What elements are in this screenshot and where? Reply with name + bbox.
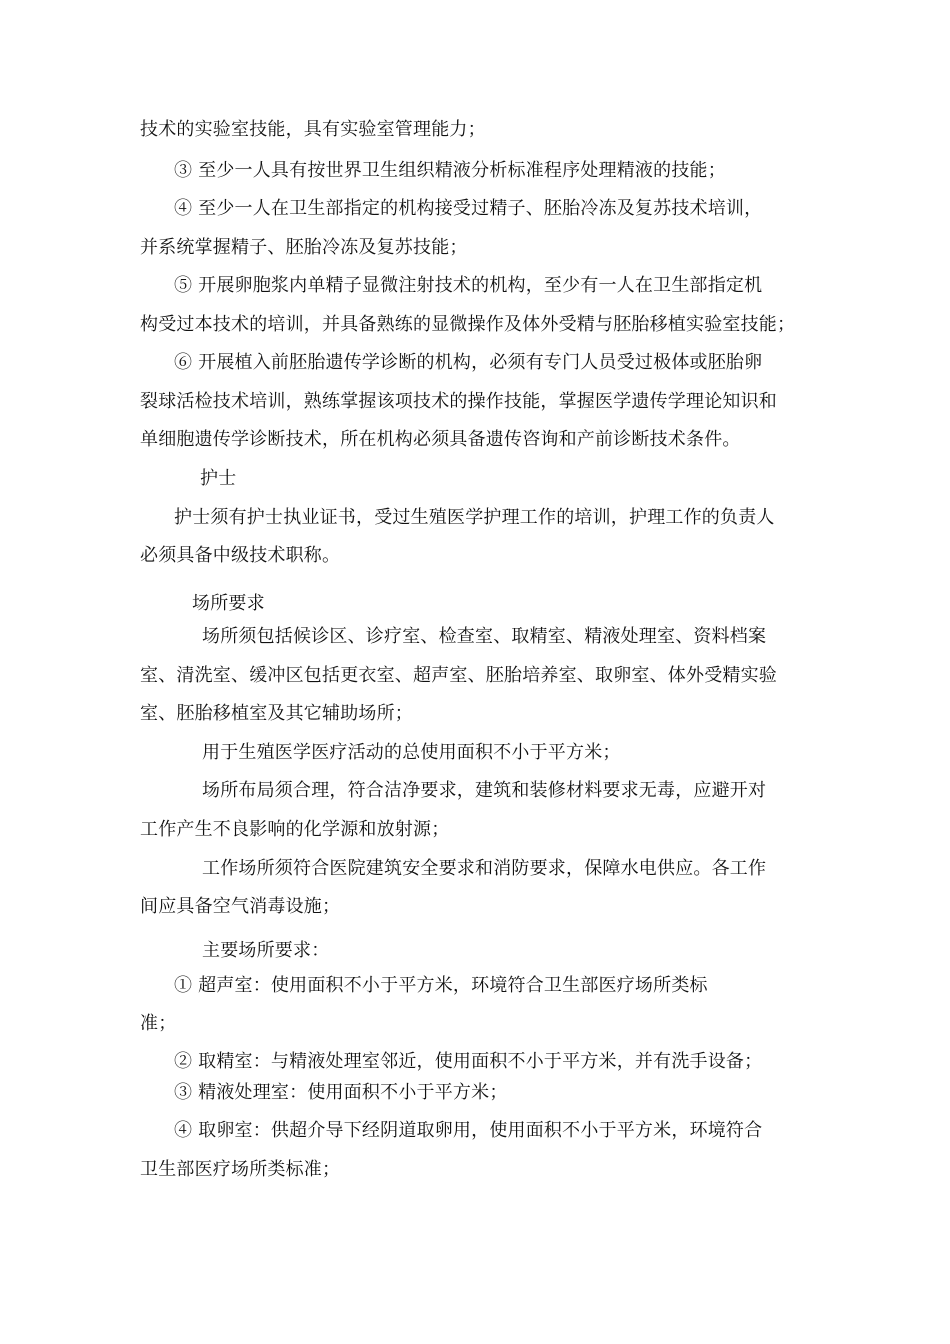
text-line: 卫生部医疗场所类标准； — [140, 1159, 341, 1180]
text-line: 技术的实验室技能，具有实验室管理能力； — [140, 119, 486, 140]
text-line: 间应具备空气消毒设施； — [140, 896, 341, 917]
text-line: 工作场所须符合医院建筑安全要求和消防要求，保障水电供应。各工作 — [202, 858, 767, 879]
list-item-4b: ④ 取卵室：供超介导下经阴道取卵用，使用面积不小于平方米，环境符合 — [174, 1120, 763, 1141]
text-line: 并系统掌握精子、胚胎冷冻及复苏技能； — [140, 237, 468, 258]
text-line: 室、胚胎移植室及其它辅助场所； — [140, 703, 413, 724]
list-item-1: ① 超声室：使用面积不小于平方米，环境符合卫生部医疗场所类标 — [174, 975, 708, 996]
text-line: 构受过本技术的培训，并具备熟练的显微操作及体外受精与胚胎移植实验室技能； — [140, 314, 796, 335]
list-item-5: ⑤ 开展卵胞浆内单精子显微注射技术的机构，至少有一人在卫生部指定机 — [174, 275, 763, 296]
list-item-2: ② 取精室：与精液处理室邻近，使用面积不小于平方米，并有洗手设备； — [174, 1051, 763, 1072]
section-heading-site: 场所要求 — [192, 593, 265, 614]
text-line: 工作产生不良影响的化学源和放射源； — [140, 819, 450, 840]
text-line: 必须具备中级技术职称。 — [140, 545, 341, 566]
text-line: 场所布局须合理，符合洁净要求，建筑和装修材料要求无毒，应避开对 — [202, 780, 767, 801]
text-line: 准； — [140, 1013, 177, 1034]
list-item-4: ④ 至少一人在卫生部指定的机构接受过精子、胚胎冷冻及复苏技术培训， — [174, 198, 763, 219]
list-item-3: ③ 至少一人具有按世界卫生组织精液分析标准程序处理精液的技能； — [174, 160, 726, 181]
text-line: 单细胞遗传学诊断技术，所在机构必须具备遗传咨询和产前诊断技术条件。 — [140, 429, 741, 450]
section-heading-nurse: 护士 — [200, 468, 237, 489]
text-line: 护士须有护士执业证书，受过生殖医学护理工作的培训，护理工作的负责人 — [174, 507, 775, 528]
list-item-6: ⑥ 开展植入前胚胎遗传学诊断的机构，必须有专门人员受过极体或胚胎卵 — [174, 352, 763, 373]
text-line: 用于生殖医学医疗活动的总使用面积不小于平方米； — [202, 742, 621, 763]
text-line: 室、清洗室、缓冲区包括更衣室、超声室、胚胎培养室、取卵室、体外受精实验 — [140, 665, 777, 686]
subheading-main-sites: 主要场所要求： — [202, 940, 330, 961]
list-item-3b: ③ 精液处理室：使用面积不小于平方米； — [174, 1082, 508, 1103]
text-line: 裂球活检技术培训，熟练掌握该项技术的操作技能，掌握医学遗传学理论知识和 — [140, 391, 777, 412]
text-line: 场所须包括候诊区、诊疗室、检查室、取精室、精液处理室、资料档案 — [202, 626, 767, 647]
